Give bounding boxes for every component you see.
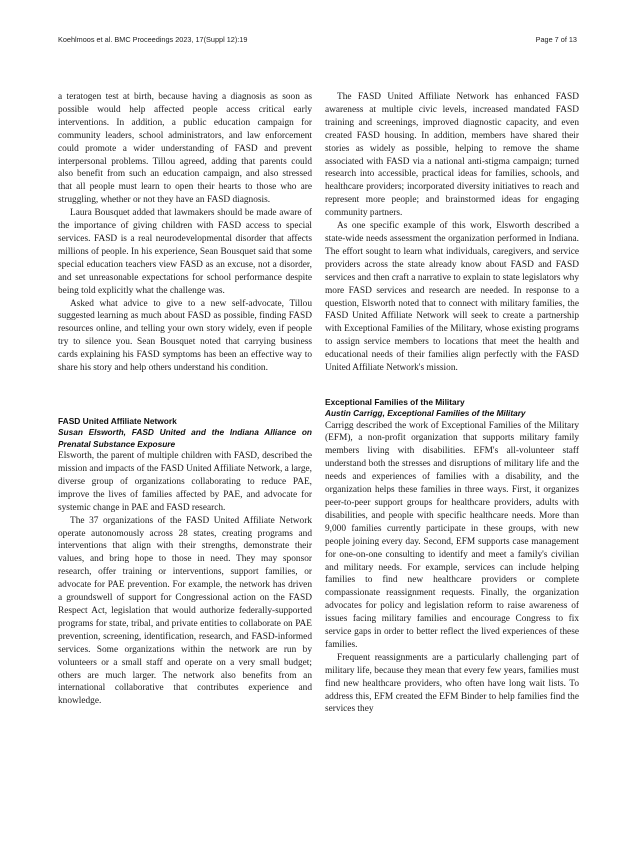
section-gap	[58, 375, 312, 415]
section-gap	[325, 375, 579, 396]
body-paragraph: As one specific example of this work, Elsworth described a state-wide needs assessment the organization performed in Indiana. The effort sought to learn what individuals, caregivers, and service providers across the state already know about FASD and FASD services and then craft a narrative to explain to state legislators why more FASD services and research are needed. In response to a question, Elsworth noted that to connect with military families, the FASD United Affiliate Network will seek to create a partnership with Exceptional Families of the Military, whose existing programs to assign service members to locations that meet the health and educational needs of their families align perfectly with the FASD United Affiliate Network's mission.	[325, 221, 579, 374]
body-paragraph: Asked what advice to give to a new self-advocate, Tillou suggested learning as much about FASD as possible, finding FASD resources online, and telling your own story widely, even if people try to silence you. Sean Bousquet noted that carrying business cards explaining his FASD symptoms has been an effective way to share his story and help others understand his condition.	[58, 298, 312, 374]
body-paragraph: Frequent reassignments are a particularly challenging part of military life, because they mean that every few years, families must find new healthcare providers, who often have long wait lists. To address this, EFM created the EFM Binder to help families find the services they	[325, 652, 579, 715]
running-head-page-number: Page 7 of 13	[535, 35, 577, 44]
running-head-citation: Koehlmoos et al. BMC Proceedings 2023, 17(Suppl 12):19	[58, 35, 248, 44]
body-paragraph: Laura Bousquet added that lawmakers should be made aware of the importance of giving children with FASD access to special services. FASD is a real neurodevelopmental disorder that affects millions of people. In his experience, Sean Bousquet said that some special education teachers view FASD as an excuse, not a disorder, and set unreasonable expectations for school performance despite being told explicitly what the challenge was.	[58, 208, 312, 296]
section-heading: FASD United Affiliate Network	[58, 415, 177, 426]
section-speaker: Susan Elsworth, FASD United and the Indiana Alliance on Prenatal Substance Exposure	[58, 426, 312, 449]
section-speaker: Austin Carrigg, Exceptional Families of the Military	[325, 407, 526, 418]
body-paragraph: Elsworth, the parent of multiple children with FASD, described the mission and impacts of the FASD United Affiliate Network, a large, diverse group of organizations collaborating to reduce PAE, improve the lives of families affected by PAE, and advocate for systemic change in PAE and FASD research.	[58, 451, 312, 513]
body-paragraph: The FASD United Affiliate Network has enhanced FASD awareness at multiple civic levels, increased mandated FASD training and screenings, improved diagnostic capacity, and even created FASD housing. In addition, members have shared their stories as widely as possible, helping to remove the shame associated with FASD via a national anti-stigma campaign; turned research into accessible, practical ideas for families, schools, and healthcare providers; incorporated diversity initiatives to reach and represent more people; and brainstormed ideas for engaging community partners.	[325, 92, 579, 219]
body-paragraph: a teratogen test at birth, because having a diagnosis as soon as possible would help affected people access critical early interventions. In addition, a public education campaign for community leaders, school administrators, and law enforcement could promote a wider understanding of FASD and prevent interpersonal problems. Tillou agreed, adding that parents could also benefit from such an education campaign, and also stressed that all people must learn to open their hearts to those who are struggling, whether or not they have an FASD diagnosis.	[58, 92, 312, 206]
left-column	[58, 91, 312, 708]
body-paragraph: The 37 organizations of the FASD United Affiliate Network operate autonomously across 28 states, creating programs and interventions that align with their strengths, demonstrate their values, and bring hope to those in need. They may sponsor research, offer training or interventions, support families, or advocate for PAE prevention. For example, the network has driven a groundswell of support for Congressional action on the FASD Respect Act, legislation that would authorize federally-supported programs for state, tribal, and private entities to collaborate on PAE prevention, screening, identification, research, and FASD-informed services. Some organizations within the network are run by volunteers or a small staff and operate on a very small budget; others are much larger. The network also benefits from an international collaborative that contributes experience and knowledge.	[58, 515, 312, 707]
section-heading: Exceptional Families of the Military	[325, 396, 465, 407]
right-column	[325, 91, 579, 716]
body-paragraph: Carrigg described the work of Exceptional Families of the Military (EFM), a non-profit organization that supports military family members living with disabilities. EFM's all-volunteer staff understand both the stresses and disruptions of military life and the needs and experiences of families with a disability, and the organization helps these families in three ways. First, it organizes peer-to-peer support groups for healthcare providers, adults with disabilities, and people with specific healthcare needs. More than 9,000 families currently participate in these groups, with new people joining every day. Second, EFM supports case management for one-on-one consulting to identify and meet a family's civilian and military needs. For example, services can include helping families to find new healthcare providers or complete compassionate reassignment requests. Finally, the organization advocates for policy and legislation reform to raise awareness of issues facing military families and encourage Congress to fix service gaps in order to better reflect the lived experiences of these families.	[325, 420, 579, 650]
